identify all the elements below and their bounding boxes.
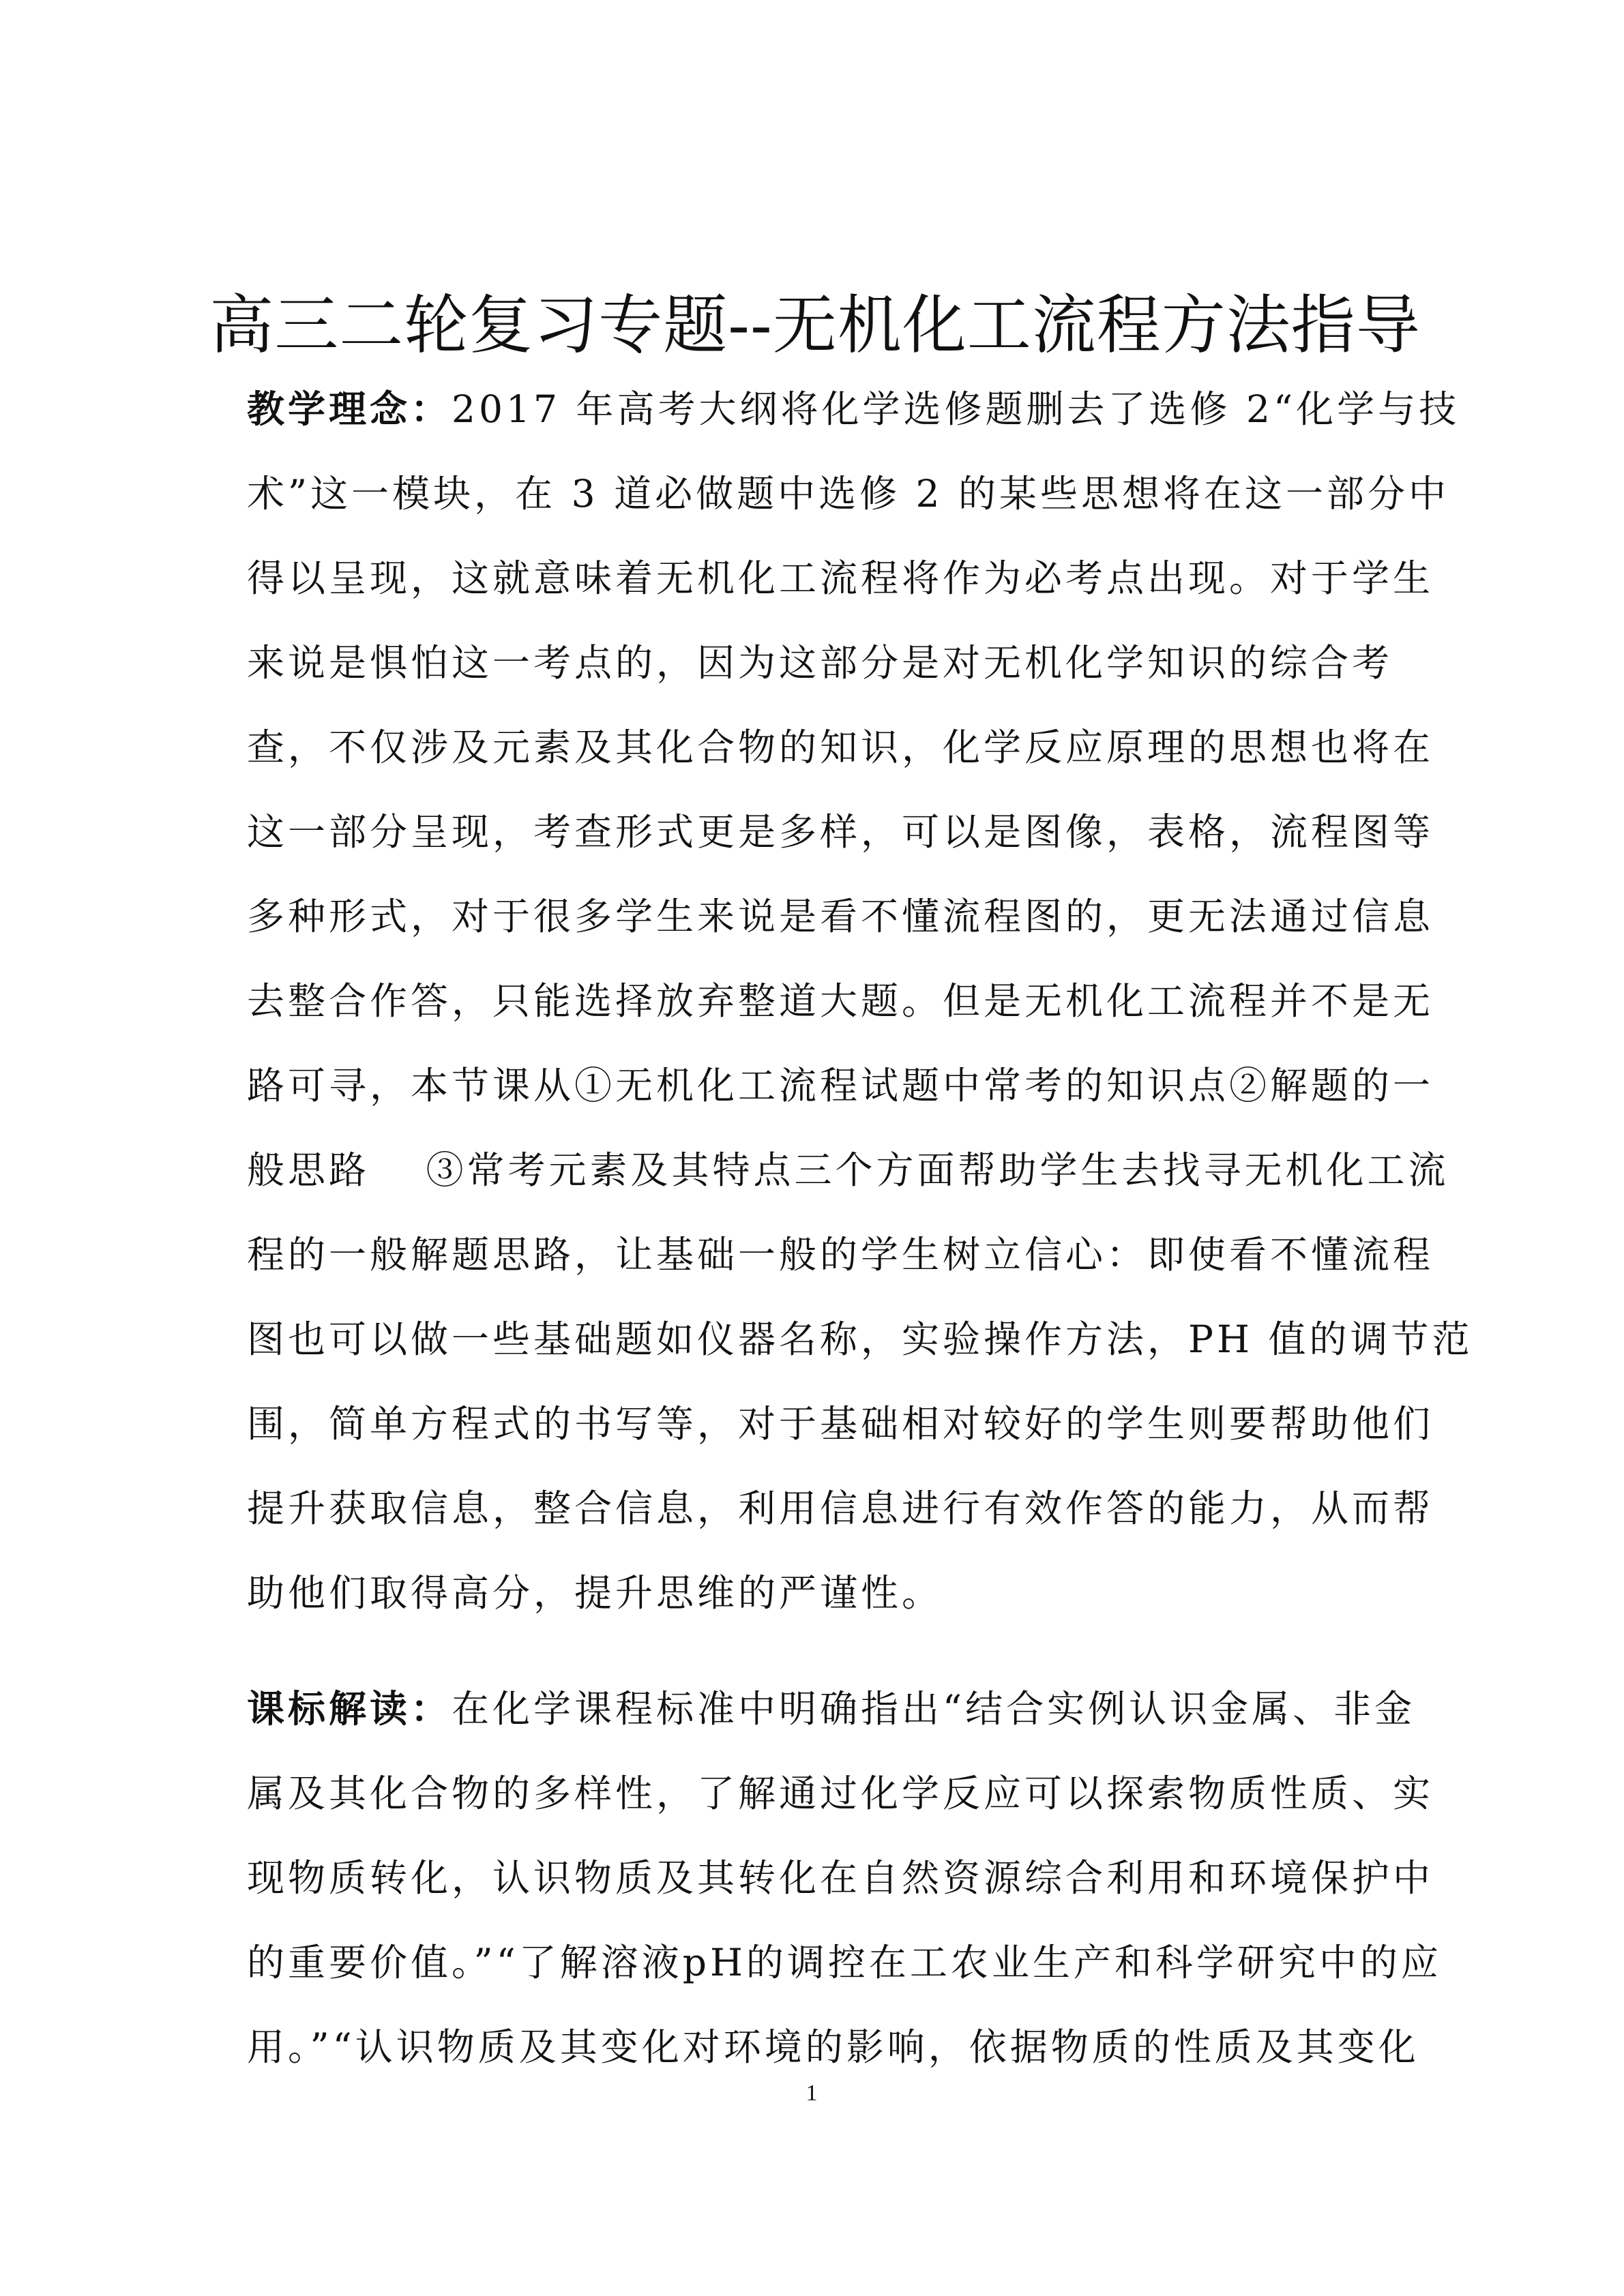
paragraph-line: 现物质转化，认识物质及其转化在自然资源综合利用和环境保护中 [247, 1856, 1434, 1900]
paragraph-line: 程的一般解题思路，让基础一般的学生树立信心：即使看不懂流程 [247, 1233, 1434, 1277]
section-label-teaching-concept: 教学理念： [247, 387, 452, 431]
paragraph-line: 2017 年高考大纲将化学选修题删去了选修 2“化学与技 [452, 387, 1460, 431]
section-curriculum-reading-line-1 [247, 1668, 1416, 1750]
section-label-curriculum-reading: 课标解读： [247, 1686, 452, 1731]
paragraph-line: 这一部分呈现，考查形式更是多样，可以是图像，表格，流程图等 [247, 810, 1434, 854]
paragraph-line: 查，不仅涉及元素及其化合物的知识，化学反应原理的思想也将在 [247, 726, 1434, 769]
paragraph-line: 得以呈现，这就意味着无机化工流程将作为必考点出现。对于学生 [247, 556, 1434, 600]
section-teaching-concept-line-1 [247, 368, 1460, 450]
paragraph-line: 围，简单方程式的书写等，对于基础相对较好的学生则要帮助他们 [247, 1402, 1434, 1446]
paragraph-line: 的重要价值。”“了解溶液pH的调控在工农业生产和科学研究中的应 [247, 1941, 1442, 1984]
paragraph-line: 在化学课程标准中明确指出“结合实例认识金属、非金 [452, 1687, 1416, 1731]
paragraph-line: 路可寻，本节课从①无机化工流程试题中常考的知识点②解题的一 [247, 1064, 1434, 1107]
paragraph-line: 用。”“认识物质及其变化对环境的影响，依据物质的性质及其变化 [247, 2025, 1419, 2069]
paragraph-line: 来说是惧怕这一考点的，因为这部分是对无机化学知识的综合考 [247, 641, 1393, 685]
page-number: 1 [806, 2081, 818, 2106]
paragraph-line: 助他们取得高分，提升思维的严谨性。 [247, 1571, 943, 1615]
paragraph-line: 般思路 ③常考元素及其特点三个方面帮助学生去找寻无机化工流 [247, 1148, 1449, 1192]
paragraph-line: 属及其化合物的多样性，了解通过化学反应可以探索物质性质、实 [247, 1772, 1434, 1815]
paragraph-line: 提升获取信息，整合信息，利用信息进行有效作答的能力，从而帮 [247, 1487, 1434, 1530]
document-title: 高三二轮复习专题--无机化工流程方法指导 [209, 288, 1421, 363]
paragraph-line: 多种形式，对于很多学生来说是看不懂流程图的，更无法通过信息 [247, 895, 1434, 938]
paragraph-line: 去整合作答，只能选择放弃整道大题。但是无机化工流程并不是无 [247, 979, 1434, 1023]
paragraph-line: 图也可以做一些基础题如仪器名称，实验操作方法，PH 值的调节范 [247, 1317, 1473, 1361]
paragraph-line: 术”这一模块，在 3 道必做题中选修 2 的某些思想将在这一部分中 [247, 472, 1450, 516]
